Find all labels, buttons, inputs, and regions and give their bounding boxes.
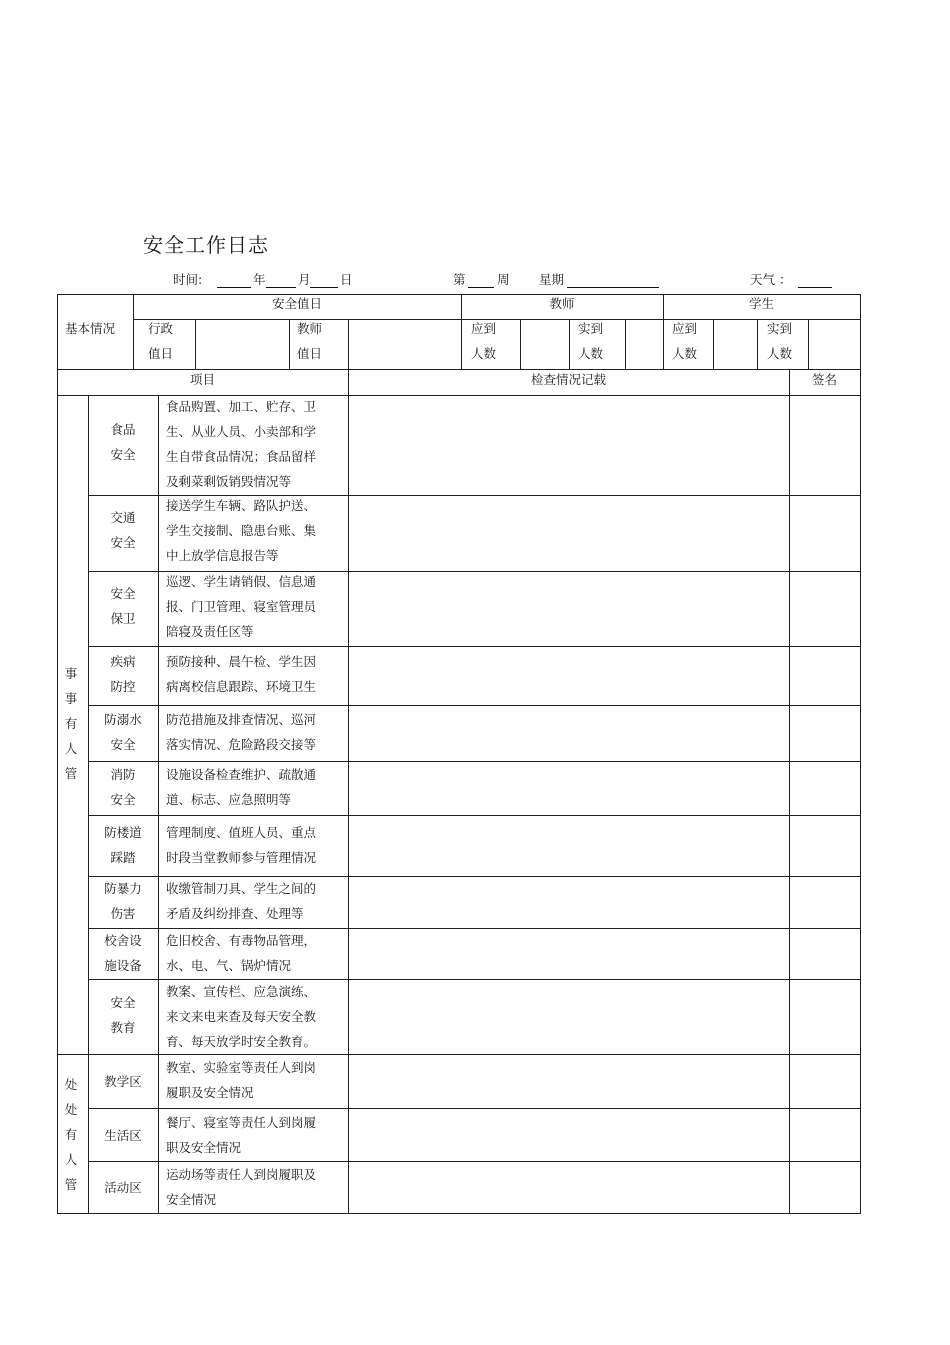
- day-field[interactable]: [310, 271, 338, 288]
- day-label: 日: [340, 272, 353, 287]
- row-name-fire-safety: 消防安全: [110, 767, 136, 807]
- item-column-header: 项目: [189, 372, 215, 387]
- week-field[interactable]: [468, 271, 494, 288]
- row-name-facilities: 校舍设施设备: [104, 933, 142, 973]
- row-name-safety-education: 安全教育: [110, 995, 136, 1035]
- row-name-traffic-safety: 交通安全: [110, 510, 136, 550]
- row-name-living-area: 生活区: [104, 1128, 142, 1143]
- safety-duty-header: 安全值日: [271, 296, 322, 311]
- year-field[interactable]: [217, 271, 251, 288]
- student-expected-label-2: 人数: [672, 346, 698, 361]
- record-column-header: 检查情况记载: [530, 372, 606, 387]
- row-name-security: 安全保卫: [110, 586, 136, 626]
- group-label-every-matter: 事事有人管: [64, 666, 78, 781]
- row-name-drowning: 防溺水安全: [104, 712, 142, 752]
- month-label: 月: [298, 272, 311, 287]
- sign-column-header: 签名: [811, 372, 837, 387]
- basic-info-label: 基本情况: [65, 321, 116, 336]
- student-header: 学生: [748, 296, 774, 311]
- week-prefix: 第: [453, 272, 466, 287]
- weekday-field[interactable]: [567, 271, 659, 288]
- teacher-header: 教师: [549, 296, 575, 311]
- teacher-expected-label-1: 应到: [471, 321, 497, 336]
- row-desc-violence: 收缴管制刀具、学生之间的矛盾及纠纷排查、处理等: [166, 881, 317, 921]
- row-desc-activity-area: 运动场等责任人到岗履职及安全情况: [166, 1167, 317, 1207]
- row-name-activity-area: 活动区: [104, 1180, 142, 1195]
- header-fields: [0, 270, 950, 290]
- year-label: 年: [253, 272, 266, 287]
- row-name-food-safety: 食品安全: [110, 422, 136, 462]
- row-desc-teaching-area: 教室、实验室等责任人到岗履职及安全情况: [166, 1060, 317, 1100]
- student-actual-label-2: 人数: [767, 346, 793, 361]
- page-title: 安全工作日志: [143, 233, 269, 257]
- admin-duty-label-1: 行政: [148, 321, 174, 336]
- weather-label: 天气 ：: [750, 272, 792, 287]
- row-desc-drowning: 防范措施及排查情况、巡河落实情况、危险路段交接等: [166, 712, 317, 752]
- student-actual-label-1: 实到: [767, 321, 793, 336]
- row-desc-food-safety: 食品购置、加工、贮存、卫生、从业人员、小卖部和学生自带食品情况；食品留样及剩菜剩饭销毁情况等: [166, 399, 317, 489]
- row-name-disease-control: 疾病防控: [110, 654, 136, 694]
- student-expected-label-1: 应到: [672, 321, 698, 336]
- teacher-actual-label-2: 人数: [578, 346, 604, 361]
- row-desc-fire-safety: 设施设备检查维护、疏散通道、标志、应急照明等: [166, 767, 317, 807]
- weekday-label: 星期: [539, 272, 565, 287]
- row-desc-traffic-safety: 接送学生车辆、路队护送、学生交接制、隐患台账、集中上放学信息报告等: [166, 498, 317, 563]
- weather-field[interactable]: [798, 271, 832, 288]
- row-desc-safety-education: 教案、宣传栏、应急演练、来文来电来查及每天安全教育、每天放学时安全教育。: [166, 984, 317, 1049]
- row-desc-facilities: 危旧校舍、有毒物品管理，水、电、气、锅炉情况: [166, 933, 317, 973]
- teacher-duty-label-1: 教师: [297, 321, 323, 336]
- time-label: 时间:: [173, 272, 203, 287]
- group-label-every-place: 处处有人管: [64, 1077, 78, 1192]
- teacher-expected-label-2: 人数: [471, 346, 497, 361]
- admin-duty-label-2: 值日: [148, 346, 174, 361]
- row-desc-living-area: 餐厅、寝室等责任人到岗履职及安全情况: [166, 1115, 317, 1155]
- row-desc-stairway: 管理制度、值班人员、重点时段当堂教师参与管理情况: [166, 825, 317, 865]
- week-suffix: 周: [497, 272, 510, 287]
- row-desc-security: 巡逻、学生请销假、信息通报、门卫管理、寝室管理员陪寝及责任区等: [166, 574, 317, 639]
- teacher-actual-label-1: 实到: [578, 321, 604, 336]
- row-name-violence: 防暴力伤害: [104, 881, 142, 921]
- teacher-duty-label-2: 值日: [297, 346, 323, 361]
- row-name-stairway: 防楼道踩踏: [104, 825, 142, 865]
- month-field[interactable]: [266, 271, 296, 288]
- row-name-teaching-area: 教学区: [104, 1074, 142, 1089]
- row-desc-disease-control: 预防接种、晨午检、学生因病离校信息跟踪、环境卫生: [166, 654, 317, 694]
